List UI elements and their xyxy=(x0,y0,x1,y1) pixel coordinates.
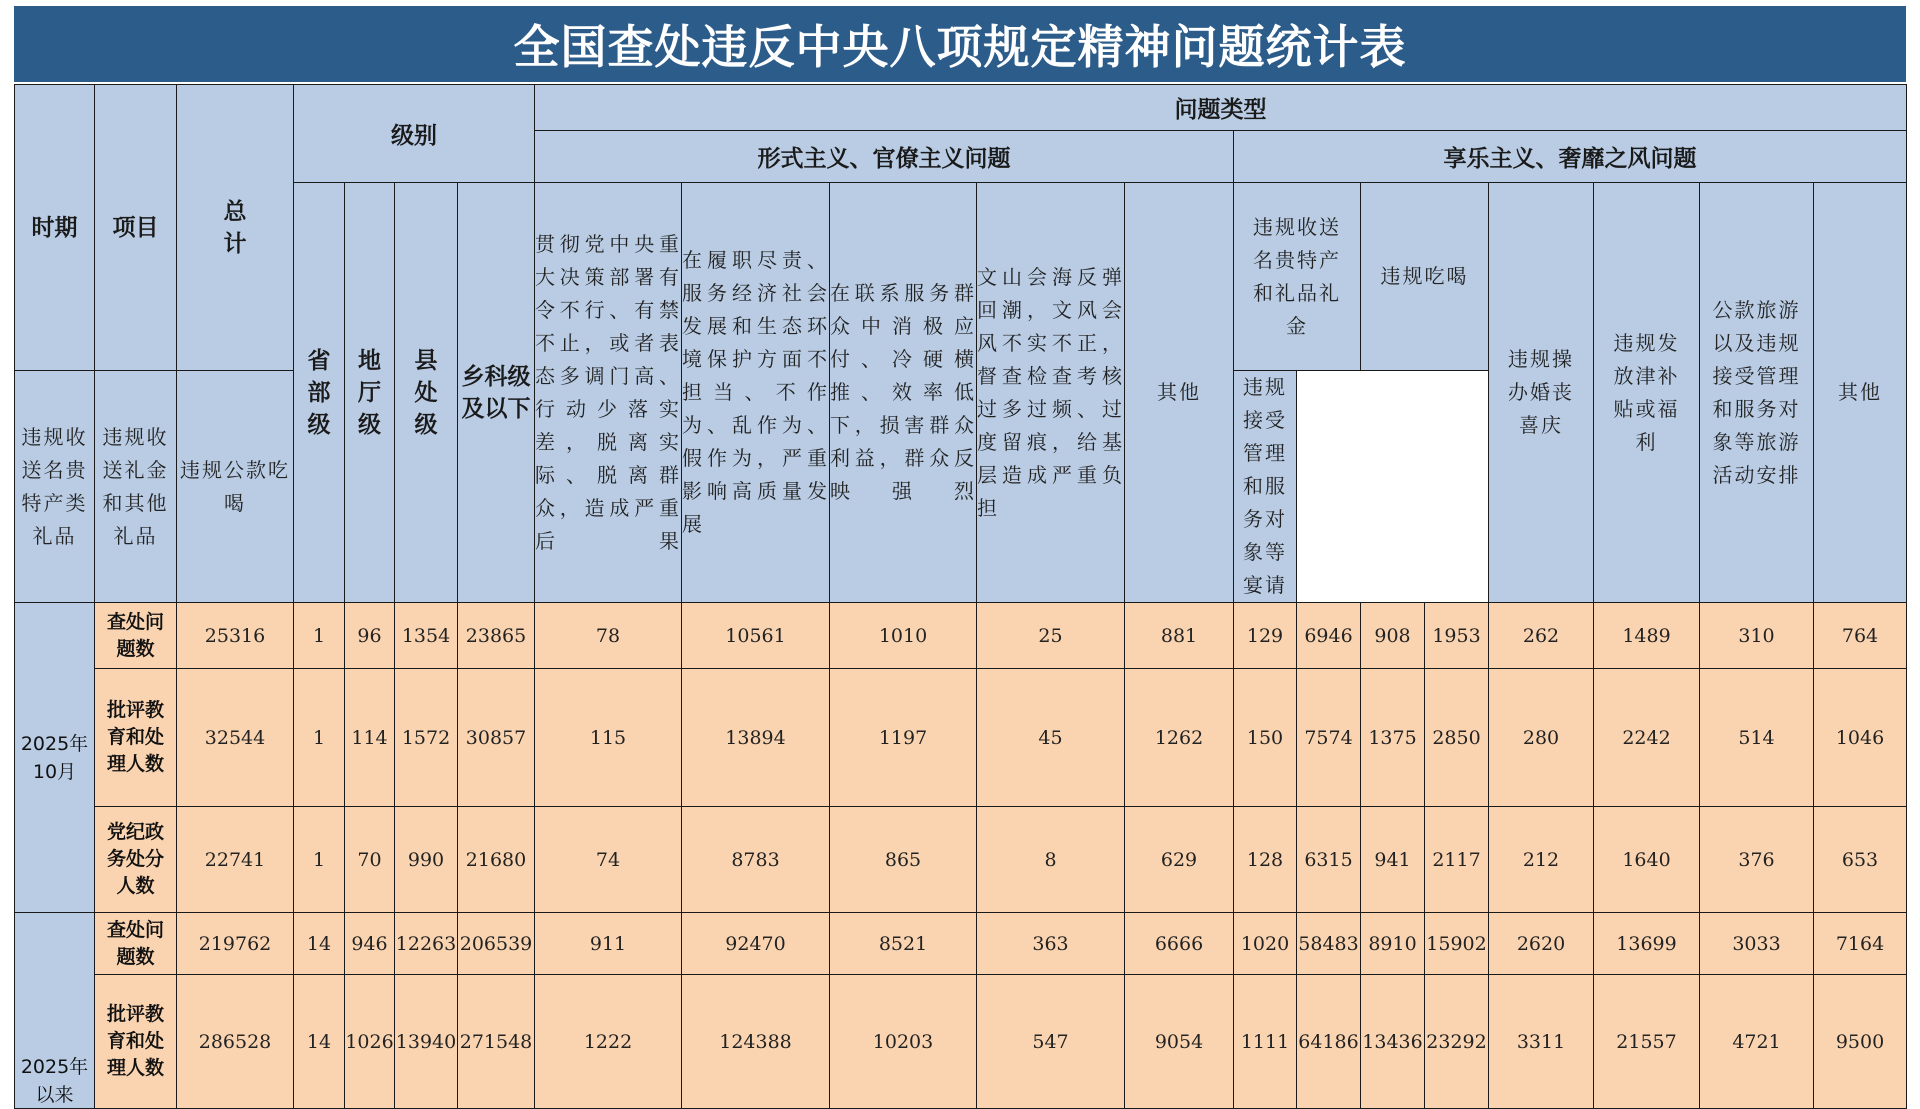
row-item-text: 批评教育和处理人数 xyxy=(106,1003,164,1079)
table-cell: 30857 xyxy=(458,669,535,807)
header-dining-public: 违规公款吃喝 xyxy=(177,371,294,603)
table-cell: 629 xyxy=(1125,807,1234,913)
table-cell: 150 xyxy=(1234,669,1297,807)
table-cell: 10561 xyxy=(682,603,830,669)
table-cell: 14 xyxy=(294,913,345,975)
table-cell: 7574 xyxy=(1297,669,1361,807)
period-cell xyxy=(15,913,95,1109)
table-cell: 9054 xyxy=(1125,975,1234,1109)
table-cell: 3033 xyxy=(1700,913,1814,975)
header-level-county-label: 县处级 xyxy=(414,347,438,438)
table-cell: 2242 xyxy=(1594,669,1700,807)
table-cell: 1111 xyxy=(1234,975,1297,1109)
table-cell: 1953 xyxy=(1425,603,1489,669)
table-cell: 70 xyxy=(345,807,395,913)
table-cell: 21557 xyxy=(1594,975,1700,1109)
row-item-text: 批评教育和处理人数 xyxy=(106,699,164,775)
table-row xyxy=(15,669,1907,807)
table-cell: 271548 xyxy=(458,975,535,1109)
table-cell: 881 xyxy=(1125,603,1234,669)
table-cell: 92470 xyxy=(682,913,830,975)
table-cell: 1354 xyxy=(395,603,458,669)
table-row xyxy=(15,807,1907,913)
table-cell: 280 xyxy=(1489,669,1594,807)
row-item-text: 党纪政务处分人数 xyxy=(106,821,164,897)
table-cell: 78 xyxy=(535,603,682,669)
table-cell: 1222 xyxy=(535,975,682,1109)
header-hedonism: 享乐主义、奢靡之风问题 xyxy=(1234,131,1907,183)
table-cell: 6946 xyxy=(1297,603,1361,669)
table-cell: 1010 xyxy=(830,603,977,669)
table-cell: 1046 xyxy=(1814,669,1907,807)
header-formalism-col-3: 在联系服务群众中消极应付、冷硬横推、效率低下，损害群众利益，群众反映强烈 xyxy=(830,183,977,603)
table-cell: 13699 xyxy=(1594,913,1700,975)
table-cell: 1026 xyxy=(345,975,395,1109)
period-label: 2025年10月 xyxy=(20,732,89,783)
header-level: 级别 xyxy=(294,85,535,183)
table-title: 全国查处违反中央八项规定精神问题统计表 xyxy=(14,6,1906,82)
table-cell: 45 xyxy=(977,669,1125,807)
table-cell: 4721 xyxy=(1700,975,1814,1109)
table-cell: 8521 xyxy=(830,913,977,975)
row-item-label xyxy=(95,913,177,975)
header-formalism-col-2: 在履职尽责、服务经济社会发展和生态环境保护方面不担当、不作为、乱作为、假作为，严重影响高质量发展 xyxy=(682,183,830,603)
table-cell: 14 xyxy=(294,975,345,1109)
table-cell: 547 xyxy=(977,975,1125,1109)
table-cell: 114 xyxy=(345,669,395,807)
table-cell: 2117 xyxy=(1425,807,1489,913)
table-cell: 8783 xyxy=(682,807,830,913)
table-cell: 22741 xyxy=(177,807,294,913)
table-cell: 13940 xyxy=(395,975,458,1109)
table-cell: 219762 xyxy=(177,913,294,975)
table-cell: 115 xyxy=(535,669,682,807)
header-dining-banquet: 违规接受管理和服务对象等宴请 xyxy=(1234,371,1297,603)
header-level-prefecture xyxy=(345,183,395,603)
table-cell: 25 xyxy=(977,603,1125,669)
row-item-label xyxy=(95,975,177,1109)
row-item-label xyxy=(95,807,177,913)
header-dining-group: 违规吃喝 xyxy=(1361,183,1489,371)
table-cell: 9500 xyxy=(1814,975,1907,1109)
table-cell: 7164 xyxy=(1814,913,1907,975)
table-cell: 10203 xyxy=(830,975,977,1109)
period-cell xyxy=(15,603,95,913)
header-level-provincial xyxy=(294,183,345,603)
table-cell: 1262 xyxy=(1125,669,1234,807)
header-gift-specialty: 违规收送名贵特产类礼品 xyxy=(15,371,95,603)
table-cell: 262 xyxy=(1489,603,1594,669)
header-gift-cash: 违规收送礼金和其他礼品 xyxy=(95,371,177,603)
table-cell: 212 xyxy=(1489,807,1594,913)
header-level-provincial-label: 省部级 xyxy=(307,347,331,438)
table-row xyxy=(15,913,1907,975)
table-cell: 74 xyxy=(535,807,682,913)
table-cell: 1 xyxy=(294,807,345,913)
table-cell: 23292 xyxy=(1425,975,1489,1109)
table-cell: 3311 xyxy=(1489,975,1594,1109)
row-item-text: 查处问题数 xyxy=(106,610,164,660)
table-cell: 128 xyxy=(1234,807,1297,913)
table-row xyxy=(15,603,1907,669)
period-label: 2025年以来 xyxy=(20,1055,89,1106)
table-cell: 58483 xyxy=(1297,913,1361,975)
table-cell: 15902 xyxy=(1425,913,1489,975)
table-cell: 13436 xyxy=(1361,975,1425,1109)
header-level-county xyxy=(395,183,458,603)
table-cell: 941 xyxy=(1361,807,1425,913)
statistics-table xyxy=(14,84,1907,1109)
header-problem-type: 问题类型 xyxy=(535,85,1907,131)
table-cell: 1489 xyxy=(1594,603,1700,669)
table-cell: 908 xyxy=(1361,603,1425,669)
table-cell: 514 xyxy=(1700,669,1814,807)
table-body xyxy=(15,603,1907,1109)
header-gift-group: 违规收送名贵特产和礼品礼金 xyxy=(1234,183,1361,371)
table-cell: 990 xyxy=(395,807,458,913)
table-cell: 6315 xyxy=(1297,807,1361,913)
header-formalism-col-1: 贯彻党中央重大决策部署有令不行、有禁不止，或者表态多调门高、行动少落实差，脱离实际、脱离群众，造成严重后果 xyxy=(535,183,682,603)
header-formalism-col-4: 文山会海反弹回潮，文风会风不实不正，督查检查考核过多过频、过度留痕，给基层造成严重负担 xyxy=(977,183,1125,603)
header-formalism-col-other: 其他 xyxy=(1125,183,1234,603)
row-item-text: 查处问题数 xyxy=(106,918,164,968)
table-cell: 25316 xyxy=(177,603,294,669)
header-hedonism-wedding: 违规操办婚丧喜庆 xyxy=(1489,183,1594,603)
table-cell: 64186 xyxy=(1297,975,1361,1109)
header-hedonism-subsidy: 违规发放津补贴或福利 xyxy=(1594,183,1700,603)
table-cell: 764 xyxy=(1814,603,1907,669)
table-cell: 13894 xyxy=(682,669,830,807)
header-level-prefecture-label: 地厅级 xyxy=(357,347,381,438)
table-cell: 206539 xyxy=(458,913,535,975)
header-item: 项目 xyxy=(95,85,177,371)
table-cell: 124388 xyxy=(682,975,830,1109)
table-cell: 1020 xyxy=(1234,913,1297,975)
table-cell: 2850 xyxy=(1425,669,1489,807)
table-cell: 1197 xyxy=(830,669,977,807)
table-cell: 32544 xyxy=(177,669,294,807)
table-cell: 865 xyxy=(830,807,977,913)
table-cell: 1640 xyxy=(1594,807,1700,913)
table-cell: 1 xyxy=(294,603,345,669)
table-cell: 286528 xyxy=(177,975,294,1109)
header-total-label: 总计 xyxy=(223,198,247,257)
table-row xyxy=(15,975,1907,1109)
header-period: 时期 xyxy=(15,85,95,371)
table-cell: 946 xyxy=(345,913,395,975)
row-item-label xyxy=(95,669,177,807)
header-formalism: 形式主义、官僚主义问题 xyxy=(535,131,1234,183)
table-cell: 911 xyxy=(535,913,682,975)
table-cell: 310 xyxy=(1700,603,1814,669)
table-cell: 8 xyxy=(977,807,1125,913)
table-cell: 1375 xyxy=(1361,669,1425,807)
table-cell: 376 xyxy=(1700,807,1814,913)
header-hedonism-tourism: 公款旅游以及违规接受管理和服务对象等旅游活动安排 xyxy=(1700,183,1814,603)
table-cell: 12263 xyxy=(395,913,458,975)
table-cell: 129 xyxy=(1234,603,1297,669)
table-cell: 653 xyxy=(1814,807,1907,913)
header-level-township-label: 乡科级及以下 xyxy=(461,363,531,422)
header-level-township xyxy=(458,183,535,603)
table-cell: 363 xyxy=(977,913,1125,975)
header-total xyxy=(177,85,294,371)
row-item-label xyxy=(95,603,177,669)
table-cell: 2620 xyxy=(1489,913,1594,975)
table-cell: 96 xyxy=(345,603,395,669)
table-cell: 1 xyxy=(294,669,345,807)
table-cell: 1572 xyxy=(395,669,458,807)
header-hedonism-other: 其他 xyxy=(1814,183,1907,603)
table-cell: 21680 xyxy=(458,807,535,913)
table-cell: 23865 xyxy=(458,603,535,669)
table-cell: 8910 xyxy=(1361,913,1425,975)
table-cell: 6666 xyxy=(1125,913,1234,975)
